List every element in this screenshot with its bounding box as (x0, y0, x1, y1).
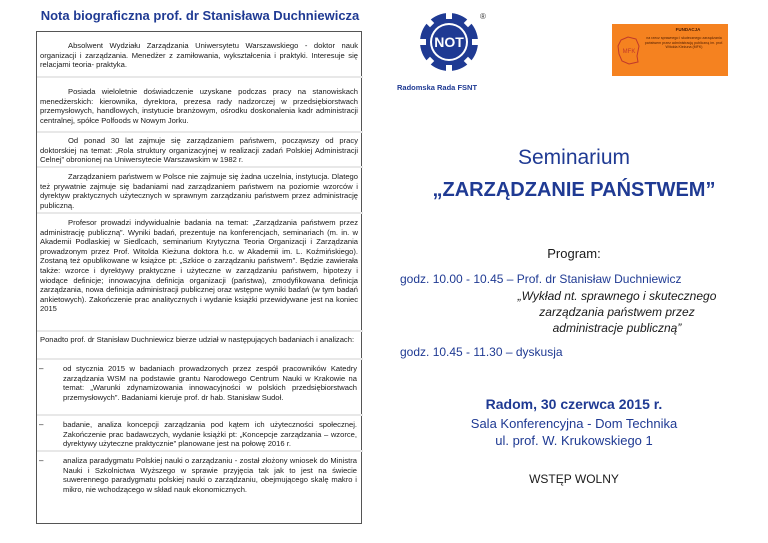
bullet-dash: – (39, 364, 44, 373)
bullet-item-3: analiza paradygmatu Polskiej nauki o zarządzaniu - został złożony wniosek do Ministra Nauki i Szkolnictwa Wyższego w sprawie przyjęcia tak jak to jest na świecie suwerennego paradygmatu polskiej nauki o zarządzaniu, obejmującego skalę makro i mikro, nie wchodzącego w skład nauk ekonomicznych. (63, 456, 357, 494)
divider (37, 166, 363, 168)
event-type: Seminarium (517, 146, 631, 169)
poland-map-icon (616, 34, 642, 66)
divider (37, 414, 363, 416)
not-logo-text: NOT (434, 34, 464, 50)
venue-line-1: Sala Konferencyjna - Dom Technika (470, 416, 678, 431)
bio-paragraph-5: Profesor prowadzi indywidualnie badania na temat: „Zarządzania państwem przez administrację publiczną”. Wyniki badań, prezentuje na konferencjach, seminariach (m. in. w Akademii Podlaskiej w Siedlcach, seminarium Krytyczna Teoria Organizacji i Zarządzania prowadzonym przez Prof. Witolda Kieżuna doktora h.c. w Akademii im. L. Koźmińskiego). Zostaną też opublikowane w książce pt: „Szkice o zarządzaniu państwem”. Będzie zawierała także: wzorce i dyrektywy praktyczne i użyteczne w zarządzaniu państwem, hipotezy i wiodące definicje; innowacyjna definicja organizacji (państwa), zmodyfikowana definicja zarządzania, nowa definicja administracji publicznej oraz wstępne wyniki badań (w tym badań ankietowych). Zakończenie prac analitycznych i wydanie książki przewidywane jest na koniec 2015 (40, 218, 358, 314)
foundation-description: na rzecz sprawnego i skutecznego zarządzania państwem przez administrację publiczną im. prof. Witolda Kieżuna (MFK) (644, 36, 724, 50)
bullet-dash: – (39, 420, 44, 429)
divider (37, 330, 363, 332)
foundation-logo (612, 24, 728, 76)
divider (37, 76, 363, 78)
bio-paragraph-3: Od ponad 30 lat zajmuje się zarządzaniem państwem, począwszy od pracy doktorskiej na temat: „Rola struktury organizacyjnej w realizacji zadań Polskiej Administracji Celnej” obronionej na Uniwersytecie Warszawskim w 1982 r. (40, 136, 358, 165)
not-logo (419, 12, 479, 72)
divider (37, 450, 363, 452)
slot1-topic-line-2: zarządzania państwem przez (539, 305, 695, 319)
divider (37, 131, 363, 133)
event-column (380, 0, 768, 543)
bullet-item-1: od stycznia 2015 w badaniach prowadzonych przez zespół pracowników Katedry zarządzania WSM na podstawie grantu Narodowego Centrum Nauki w Krakowie na temat: „Warunki zdynamizowania innowacyjności w polskich przedsiębiorstwach przemysłowych”. Badaniami kieruje prof. dr hab. Stanisław Sudoł. (63, 364, 357, 402)
svg-text:MFK: MFK (622, 49, 636, 55)
program-label: Program: (547, 246, 601, 261)
slot1-topic-line-1: „Wykład nt. sprawnego i skutecznego (517, 289, 717, 303)
event-title: „ZARZĄDZANIE PAŃSTWEM” (432, 179, 716, 201)
bullet-dash: – (39, 456, 44, 465)
foundation-title: FUNDACJA (675, 27, 701, 32)
program-slot-1: godz. 10.00 - 10.45 – Prof. dr Stanisław Duchniewicz (400, 272, 682, 286)
divider (37, 212, 363, 214)
bio-paragraph-1: Absolwent Wydziału Zarządzania Uniwersytetu Warszawskiego - doktor nauk organizacji i zarządzania. Menedżer z zamiłowania, wykształcenia i praktyki. Interesuje się relacjami teoria- praktyka. (40, 41, 358, 70)
event-date: Radom, 30 czerwca 2015 r. (485, 396, 663, 412)
org-name: Radomska Rada FSNT (397, 83, 478, 92)
entry-note: WSTĘP WOLNY (529, 472, 619, 486)
bullet-item-2: badanie, analiza koncepcji zarządzania pod kątem ich użyteczności społecznej. Zakończenie prac badawczych, wydanie książki pt: „Koncepcje zarządzania – wzorce, dyrektywy użyteczne praktycznie” planowane jest na połowę 2016 r. (63, 420, 357, 449)
bio-box (36, 31, 362, 524)
divider (37, 358, 363, 360)
registered-mark: ® (480, 12, 486, 21)
slot1-topic-line-3: administracje publiczną” (552, 321, 682, 335)
bio-paragraph-6: Ponadto prof. dr Stanisław Duchniewicz bierze udział w następujących badaniach i analizach: (40, 335, 355, 344)
bio-title: Nota biograficzna prof. dr Stanisława Duchniewicza (40, 8, 360, 23)
bio-column (36, 0, 364, 543)
program-slot-2: godz. 10.45 - 11.30 – dyskusja (400, 345, 563, 359)
venue-line-2: ul. prof. W. Krukowskiego 1 (495, 433, 653, 448)
bio-paragraph-2: Posiada wieloletnie doświadczenie uzyskane podczas pracy na stanowiskach menedżerskich: kierownika, dyrektora, prezesa rady nadzorczej w przedsiębiorstwach przemysłowych, handlowych, instytucie branżowym, ośrodku doskonalenia kadr administracji centralnej, spółce Polfoods w Nowym Jorku. (40, 87, 358, 125)
bio-paragraph-4: Zarządzaniem państwem w Polsce nie zajmuje się żadna uczelnia, instytucja. Dlatego też prywatnie zajmuje się badaniami nad zarządzaniem państwem na poziomie wzorców i dyrektyw praktycznych użytecznych w sprawnym zarządzaniu państwem przez administrację publiczną. (40, 172, 358, 210)
